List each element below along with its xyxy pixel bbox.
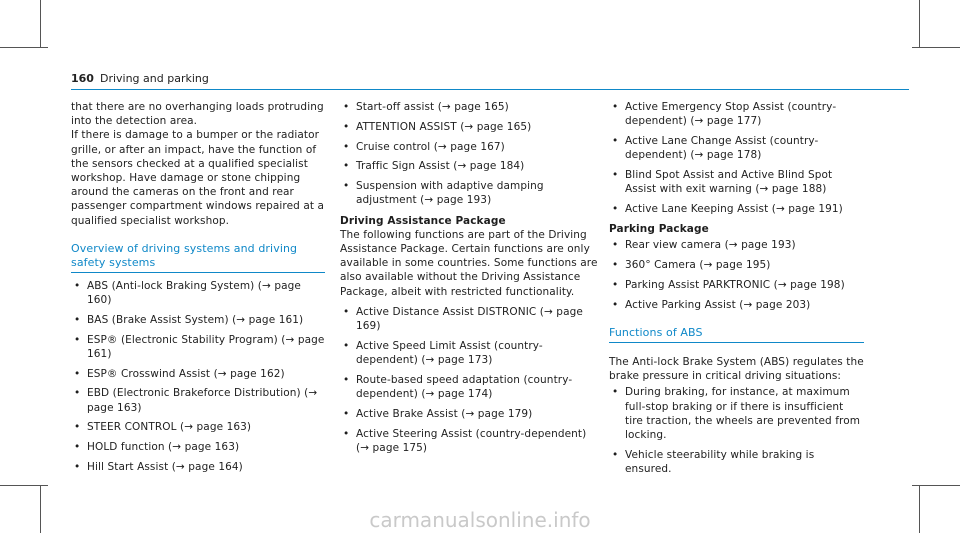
section-title: Functions of ABS [609, 326, 864, 343]
driving-assistance-list [340, 305, 598, 455]
list-item: • Vehicle steerability while braking is ensured. [609, 448, 864, 476]
list-item[interactable]: • Parking Assist PARKTRONIC (→ page 198) [609, 278, 864, 292]
list-item[interactable]: • Traffic Sign Assist (→ page 184) [340, 159, 598, 173]
driving-assistance-list-continued [609, 100, 864, 216]
list-item[interactable]: • Cruise control (→ page 167) [340, 140, 598, 154]
column-1 [71, 100, 325, 480]
crop-mark [912, 485, 960, 486]
list-item[interactable]: • Hill Start Assist (→ page 164) [71, 460, 325, 474]
list-item[interactable]: • Active Emergency Stop Assist (country-dependent) (→ page 177) [609, 100, 864, 128]
list-item[interactable]: • Active Brake Assist (→ page 179) [340, 407, 598, 421]
list-item[interactable]: • Active Lane Change Assist (country-dependent) (→ page 178) [609, 134, 864, 162]
list-item[interactable]: • BAS (Brake Assist System) (→ page 161) [71, 313, 325, 327]
list-item[interactable]: • Active Parking Assist (→ page 203) [609, 298, 864, 312]
paragraph: The following functions are part of the Driving Assistance Package. Certain functions are only available in some countries. Some functions are also available without the Driving Assistance Package, albeit with restricted functionality. [340, 228, 598, 298]
crop-mark [40, 0, 41, 48]
abs-functions-list [609, 385, 864, 476]
section-title: Overview of driving systems and driving safety systems [71, 242, 325, 273]
list-item: • During braking, for instance, at maximum full-stop braking or if there is insufficient tire traction, the wheels are prevented from locking. [609, 385, 864, 442]
systems-list [71, 279, 325, 474]
page-number: 160 [71, 72, 94, 85]
subheading: Parking Package [609, 223, 709, 236]
crop-mark [919, 0, 920, 48]
column-3 [609, 100, 864, 482]
list-item[interactable]: • ESP® (Electronic Stability Program) (→ page 161) [71, 333, 325, 361]
list-item[interactable]: • ABS (Anti-lock Braking System) (→ page 160) [71, 279, 325, 307]
watermark: carmanualsonline.info [369, 508, 591, 532]
list-item[interactable]: • Blind Spot Assist and Active Blind Spot Assist with exit warning (→ page 188) [609, 168, 864, 196]
systems-list-continued [340, 100, 598, 208]
paragraph: that there are no overhanging loads protruding into the detection area. [71, 101, 324, 128]
paragraph: The Anti-lock Brake System (ABS) regulates the brake pressure in critical driving situations: [609, 356, 864, 383]
list-item[interactable]: • HOLD function (→ page 163) [71, 440, 325, 454]
crop-mark [912, 47, 960, 48]
crop-mark [0, 47, 48, 48]
list-item[interactable]: • Active Speed Limit Assist (country-dependent) (→ page 173) [340, 339, 598, 367]
list-item[interactable]: • ESP® Crosswind Assist (→ page 162) [71, 367, 325, 381]
list-item[interactable]: • Suspension with adaptive damping adjustment (→ page 193) [340, 179, 598, 207]
column-2 [340, 100, 598, 461]
paragraph: If there is damage to a bumper or the radiator grille, or after an impact, have the function of the sensors checked at a qualified specialist workshop. Have damage or stone chipping around the cameras on the front and rear passenger compartment windows repaired at a qualified specialist workshop. [71, 129, 325, 227]
list-item[interactable]: • Route-based speed adaptation (country-dependent) (→ page 174) [340, 373, 598, 401]
list-item[interactable]: • Start-off assist (→ page 165) [340, 100, 598, 114]
subheading: Driving Assistance Package [340, 214, 506, 227]
list-item[interactable]: • 360° Camera (→ page 195) [609, 258, 864, 272]
list-item[interactable]: • Active Distance Assist DISTRONIC (→ page 169) [340, 305, 598, 333]
page-header [71, 72, 209, 85]
list-item[interactable]: • Active Steering Assist (country-dependent) (→ page 175) [340, 427, 598, 455]
list-item[interactable]: • ATTENTION ASSIST (→ page 165) [340, 120, 598, 134]
header-rule [71, 89, 909, 90]
list-item[interactable]: • Rear view camera (→ page 193) [609, 238, 864, 252]
list-item[interactable]: • Active Lane Keeping Assist (→ page 191) [609, 202, 864, 216]
section-name: Driving and parking [99, 72, 209, 85]
parking-package-list [609, 238, 864, 312]
list-item[interactable]: • EBD (Electronic Brakeforce Distribution) (→ page 163) [71, 386, 325, 414]
crop-mark [0, 485, 48, 486]
list-item[interactable]: • STEER CONTROL (→ page 163) [71, 420, 325, 434]
